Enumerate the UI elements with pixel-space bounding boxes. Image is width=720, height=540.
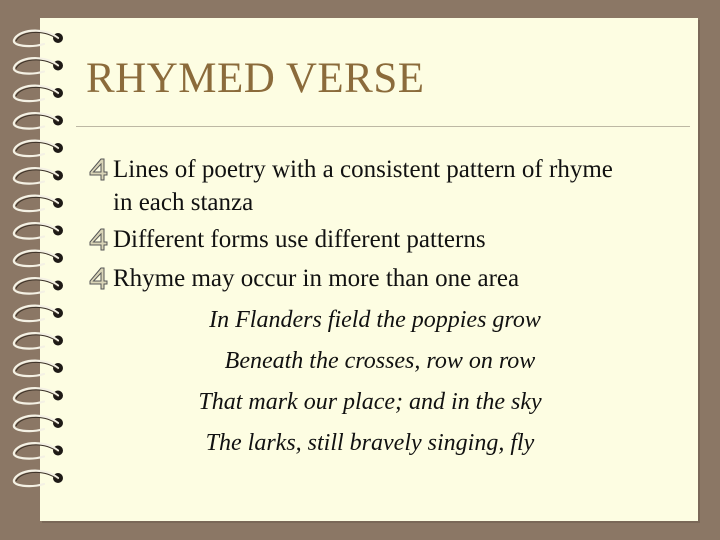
verse-line-2: Beneath the crosses, row on row [224, 348, 536, 374]
slide-title: RHYMED VERSE [86, 55, 425, 102]
verse-line-1: In Flanders field the poppies grow [209, 307, 541, 333]
binding-ring [14, 223, 63, 238]
numeral-four-bullet-icon [87, 265, 109, 291]
spiral-binding [0, 0, 80, 540]
bullet-list [86, 150, 686, 298]
binding-ring [14, 113, 63, 128]
numeral-four-bullet-icon [87, 226, 109, 252]
binding-ring [14, 333, 63, 348]
binding-ring [14, 471, 63, 486]
bullet-item-1 [86, 150, 686, 220]
title-divider [76, 126, 690, 127]
bullet-text-1b: in each stanza [113, 189, 254, 216]
binding-ring [14, 141, 63, 156]
binding-ring [14, 196, 63, 211]
binding-ring [14, 86, 63, 101]
poem-excerpt [90, 300, 670, 464]
verse-line-3: That mark our place; and in the sky [198, 389, 542, 415]
binding-ring [14, 251, 63, 266]
binding-ring [14, 278, 63, 293]
binding-ring [14, 168, 63, 183]
bullet-text-1a: Lines of poetry with a consistent pattern of rhyme [113, 156, 613, 183]
numeral-four-bullet-icon [87, 156, 109, 182]
binding-ring [14, 58, 63, 73]
verse-line-4: The larks, still bravely singing, fly [205, 430, 535, 456]
binding-ring [14, 416, 63, 431]
binding-ring [14, 388, 63, 403]
binding-ring [14, 31, 63, 46]
bullet-text-2: Different forms use different patterns [113, 226, 486, 253]
bullet-item-3 [86, 259, 686, 298]
binding-ring [14, 361, 63, 376]
bullet-item-2 [86, 220, 686, 259]
binding-ring [14, 443, 63, 458]
bullet-text-3: Rhyme may occur in more than one area [113, 265, 520, 292]
binding-ring [14, 306, 63, 321]
